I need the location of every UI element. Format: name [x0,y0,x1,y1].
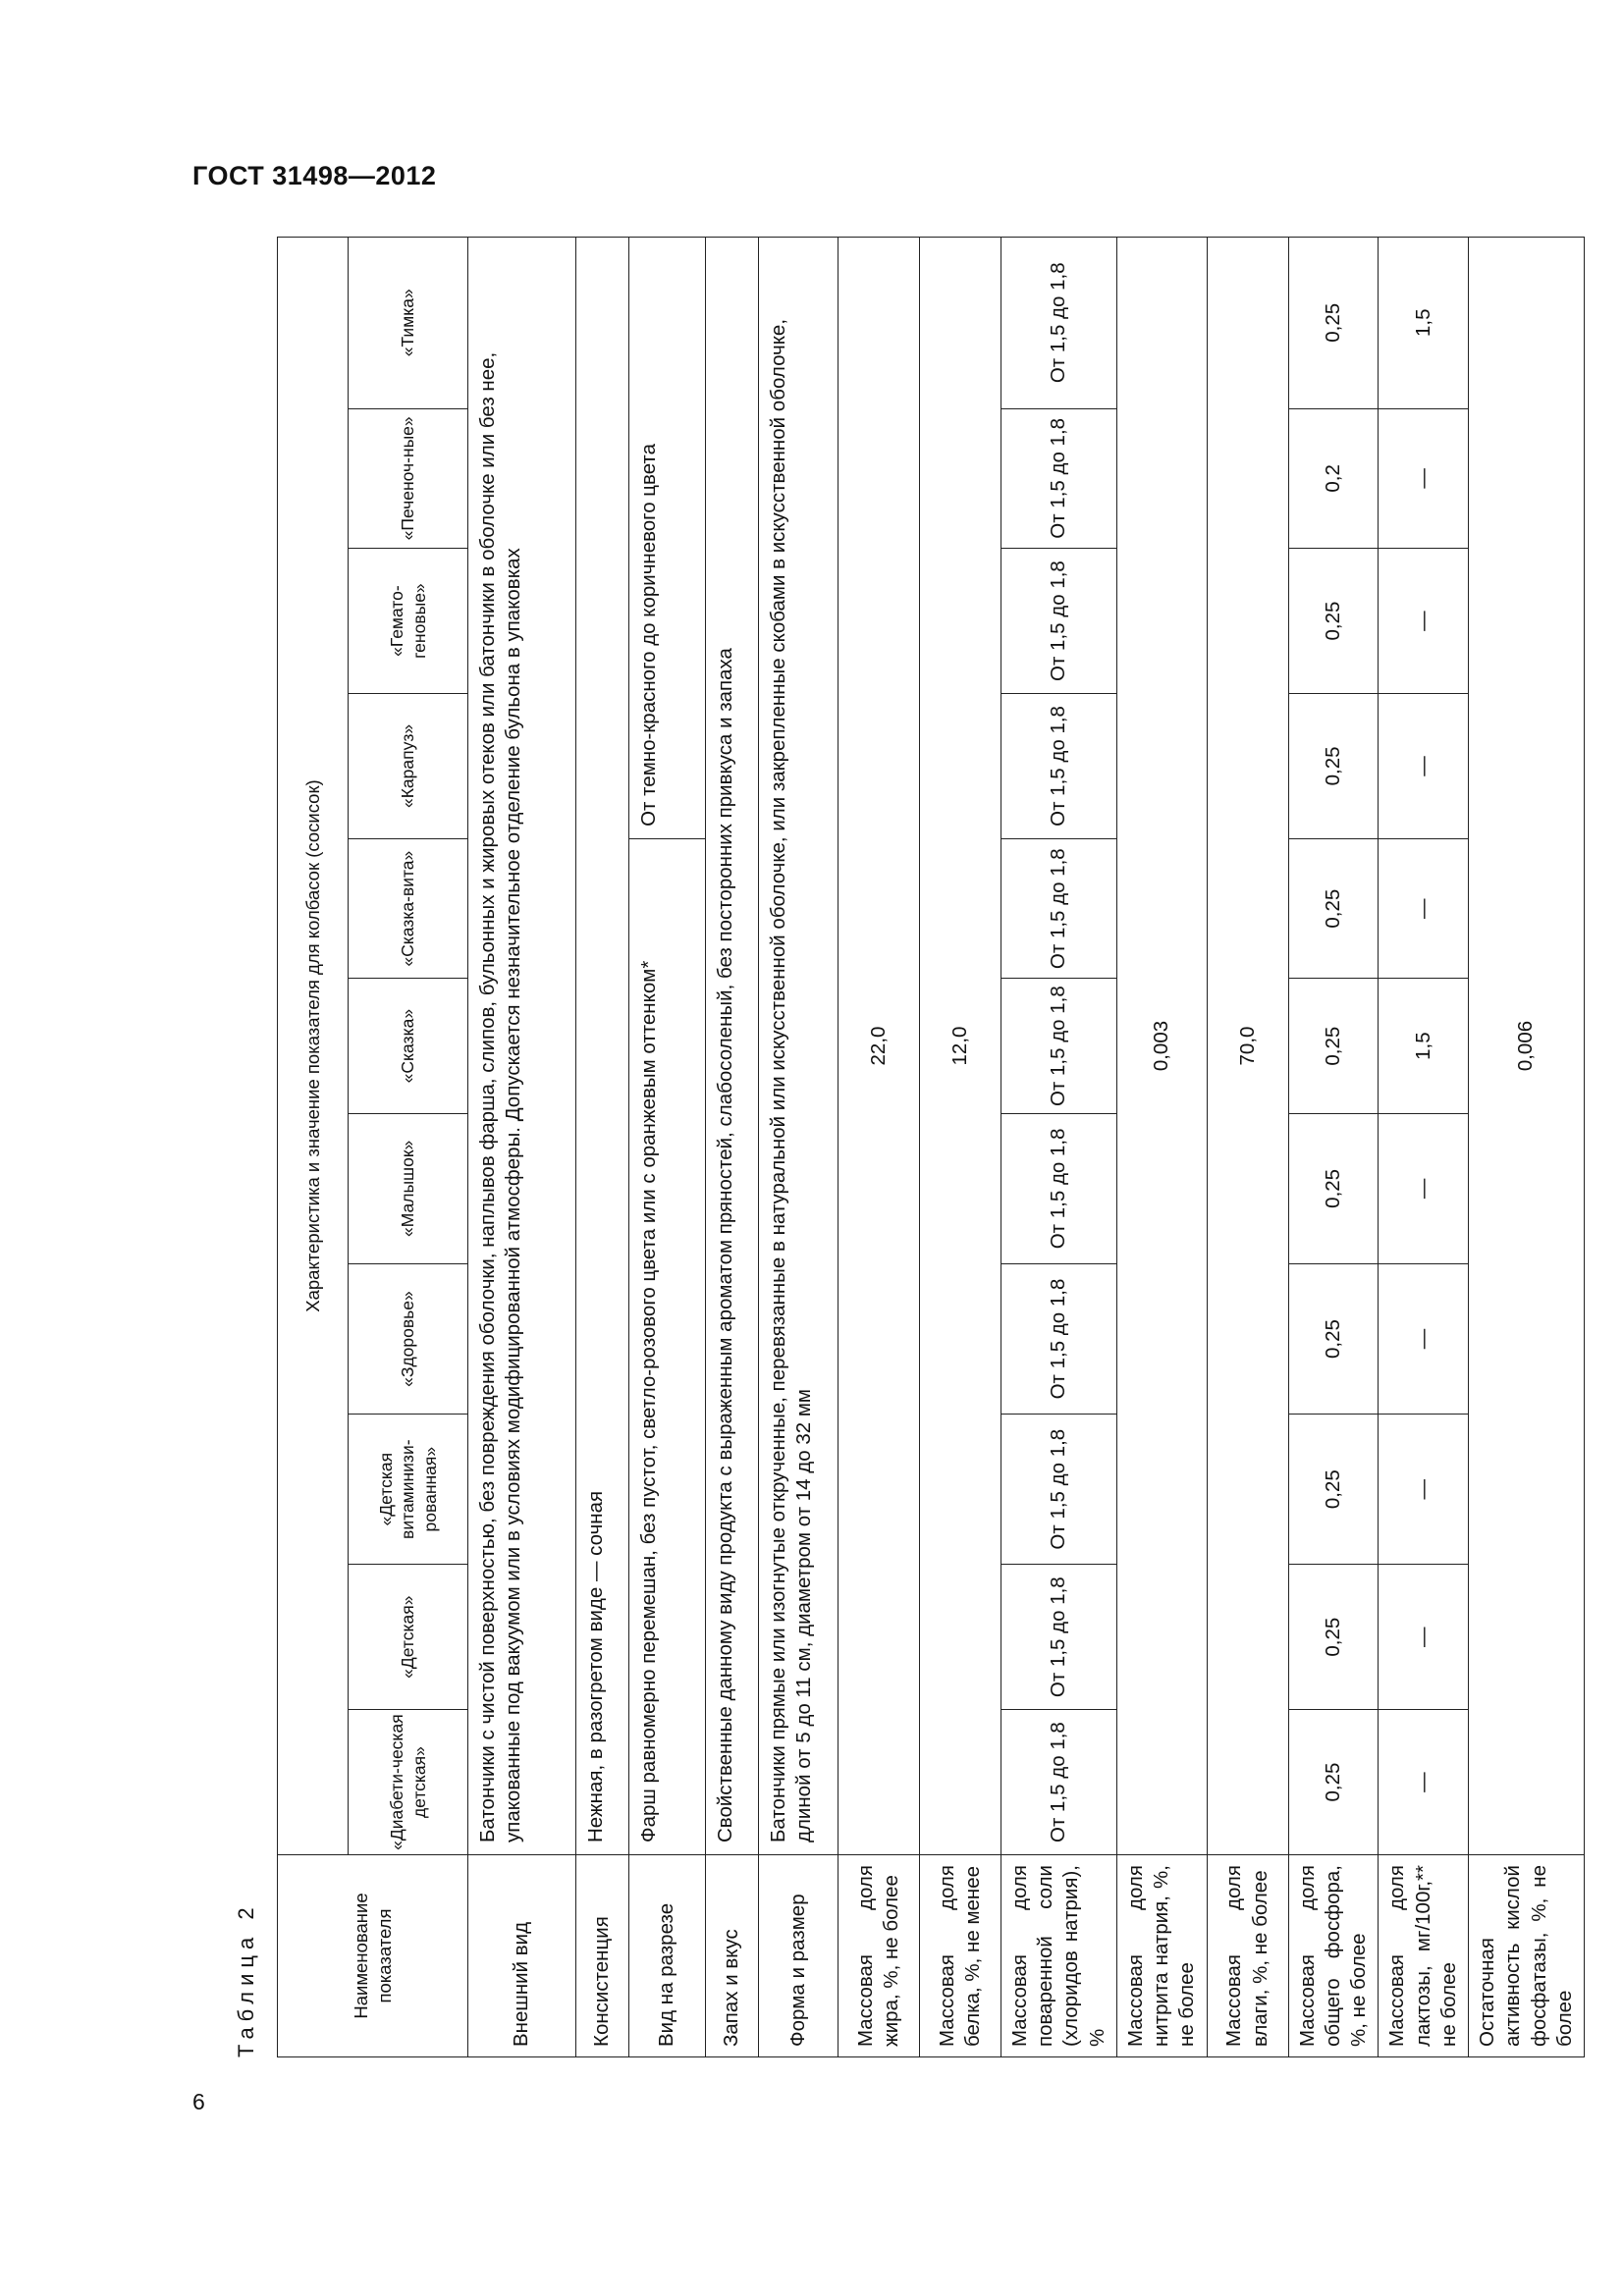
table-row-smell-taste [706,238,759,2057]
product-header-childrens-vitaminized: «Детская витаминизи-рованная» [349,1415,468,1565]
page-number: 6 [192,2089,205,2114]
row-label-phosphorus: Массовая доля общего фосфора, %, не более [1288,1855,1379,2057]
product-header-diabetic-childrens: «Диабети-ческая детская» [349,1710,468,1855]
row-label-protein: Массовая доля белка, %, не менее [920,1855,1001,2057]
lactose-value-childrens: — [1379,1565,1469,1710]
product-header-karapuz: «Карапуз» [349,694,468,839]
lactose-value-diabetic-childrens: — [1379,1710,1469,1855]
table-row-phosphorus [1288,238,1379,2057]
table-row-moisture [1207,238,1288,2057]
phosphorus-value-karapuz: 0,25 [1288,694,1379,839]
table-row-salt [1001,238,1117,2057]
table-row-nitrite [1116,238,1207,2057]
table-caption: Таблица 2 [234,1901,258,2057]
lactose-value-skazka-vita: — [1379,838,1469,979]
document-title: ГОСТ 31498—2012 [192,161,437,190]
row-label-salt: Массовая доля поваренной соли (хлоридов натрия), % [1001,1855,1117,2057]
salt-value-timka: От 1,5 до 1,8 [1001,238,1117,409]
table-row-cut-view [629,238,706,2057]
smell-taste-description: Свойственные данному виду продукта с выраженным ароматом пряностей, слабосоленый, без посторонних привкуса и запаха [706,238,759,1855]
table-row-lactose [1379,238,1469,2057]
lactose-value-skazka: 1,5 [1379,979,1469,1113]
phosphorus-value-malyshok: 0,25 [1288,1113,1379,1263]
phosphorus-value-skazka-vita: 0,25 [1288,838,1379,979]
cut-view-description-dark: От темно-красного до коричневого цвета [629,238,706,839]
salt-value-diabetic-childrens: От 1,5 до 1,8 [1001,1710,1117,1855]
phosphorus-value-liver: 0,2 [1288,408,1379,549]
row-label-consistency: Консистенция [576,1855,629,2057]
column-group-header: Характеристика и значение показателя для колбасок (сосисок) [278,238,349,1855]
product-header-childrens: «Детская» [349,1565,468,1710]
salt-value-hematogen: От 1,5 до 1,8 [1001,549,1117,694]
rotated-table-container [234,237,1576,2057]
nitrite-value: 0,003 [1116,238,1207,1855]
row-label-phosphatase: Остаточная активность кислой фосфатазы, %, не более [1469,1855,1585,2057]
row-label-cut-view: Вид на разрезе [629,1855,706,2057]
product-header-zdorovye: «Здоровье» [349,1263,468,1414]
table-row-fat [839,238,920,2057]
lactose-value-zdorovye: — [1379,1263,1469,1414]
row-label-moisture: Массовая доля влаги, %, не более [1207,1855,1288,2057]
lactose-value-timka: 1,5 [1379,238,1469,409]
moisture-value: 70,0 [1207,238,1288,1855]
table-row-phosphatase [1469,238,1585,2057]
lactose-value-karapuz: — [1379,694,1469,839]
fat-value: 22,0 [839,238,920,1855]
column-header-indicator-name: Наименование показателя [278,1855,468,2057]
phosphorus-value-skazka: 0,25 [1288,979,1379,1113]
table-row-consistency [576,238,629,2057]
product-header-malyshok: «Малышок» [349,1113,468,1263]
lactose-value-hematogen: — [1379,549,1469,694]
row-label-shape-size: Форма и размер [759,1855,839,2057]
row-label-smell-taste: Запах и вкус [706,1855,759,2057]
phosphorus-value-childrens: 0,25 [1288,1565,1379,1710]
phosphorus-value-zdorovye: 0,25 [1288,1263,1379,1414]
row-label-appearance: Внешний вид [468,1855,576,2057]
row-label-nitrite: Массовая доля нитрита натрия, %, не более [1116,1855,1207,2057]
row-label-lactose: Массовая доля лактозы, мг/100г,** не более [1379,1855,1469,2057]
product-header-timka: «Тимка» [349,238,468,409]
table-row-shape-size [759,238,839,2057]
phosphorus-value-timka: 0,25 [1288,238,1379,409]
phosphatase-value: 0,006 [1469,238,1585,1855]
table-row-protein [920,238,1001,2057]
salt-value-childrens: От 1,5 до 1,8 [1001,1565,1117,1710]
row-label-fat: Массовая доля жира, %, не более [839,1855,920,2057]
product-header-skazka-vita: «Сказка-вита» [349,838,468,979]
salt-value-skazka: От 1,5 до 1,8 [1001,979,1117,1113]
shape-size-description: Батончики прямые или изогнутые открученные, перевязанные в натуральной или искусственной оболочке, или закрепленные скобами в искусственной оболочке, длиной от 5 до 11 см, диаметром от 14 до 32 мм [759,238,839,1855]
phosphorus-value-childrens-vitaminized: 0,25 [1288,1415,1379,1565]
consistency-description: Нежная, в разогретом виде — сочная [576,238,629,1855]
phosphorus-value-diabetic-childrens: 0,25 [1288,1710,1379,1855]
product-header-hematogen: «Гемато-геновые» [349,549,468,694]
lactose-value-malyshok: — [1379,1113,1469,1263]
protein-value: 12,0 [920,238,1001,1855]
table-row-appearance [468,238,576,2057]
product-header-skazka: «Сказка» [349,979,468,1113]
cut-view-description-main: Фарш равномерно перемешан, без пустот, светло-розового цвета или с оранжевым оттенком* [629,838,706,1854]
salt-value-zdorovye: От 1,5 до 1,8 [1001,1263,1117,1414]
salt-value-liver: От 1,5 до 1,8 [1001,408,1117,549]
salt-value-karapuz: От 1,5 до 1,8 [1001,694,1117,839]
salt-value-childrens-vitaminized: От 1,5 до 1,8 [1001,1415,1117,1565]
lactose-value-childrens-vitaminized: — [1379,1415,1469,1565]
product-header-liver: «Печеноч-ные» [349,408,468,549]
salt-value-skazka-vita: От 1,5 до 1,8 [1001,838,1117,979]
lactose-value-liver: — [1379,408,1469,549]
appearance-description: Батончики с чистой поверхностью, без повреждения оболочки, наплывов фарша, слипов, бульонных и жировых отеков или батончики в оболочке или без нее, упакованные под вакуумом или в условиях модифицированной атмосферы. Допускается незначительное отделение бульона в упаковках [468,238,576,1855]
sausage-indicators-table [277,237,1585,2057]
phosphorus-value-hematogen: 0,25 [1288,549,1379,694]
salt-value-malyshok: От 1,5 до 1,8 [1001,1113,1117,1263]
